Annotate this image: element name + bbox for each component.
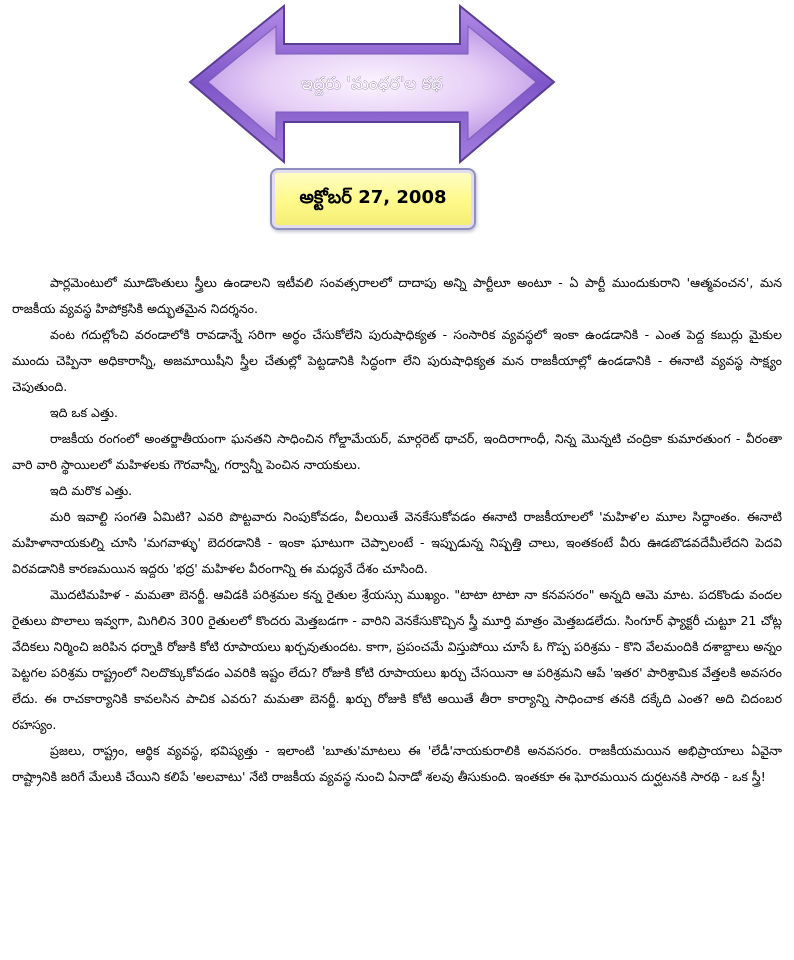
article-paragraph: వంట గదుల్లోంచి వరండాలోకి రావడాన్నే సరిగా అర్థం చేసుకోలేని పురుషాధిక్యత - సంసారిక వ్యవస్థలో ఇంకా ఉండడానికి - ఎంత పెద్ద కబుర్లు మైకుల ముందు చెప్పినా అధికారాన్నీ, అజమాయిషీని స్త్రీల చేతుల్లో పెట్టడానికి సిద్ధంగా లేని పురుషాధిక్యత మన రాజకీయాల్లో ఉండడానికి - ఈనాటి వ్యవస్థ సాక్ష్యం చెపుతుంది. xyxy=(12,327,782,394)
post-date: అక్టోబర్ 27, 2008 xyxy=(299,186,447,208)
page-title: ఇద్దరు 'మంధర'ల కథ xyxy=(301,74,443,94)
article-paragraph: మొదటిమహిళ - మమతా బెనర్జీ. ఆవిడకి పరిశ్రమల కన్న రైతుల శ్రేయస్సు ముఖ్యం. "టాటా టాటా నా కనవసరం" అన్నది ఆమె మాట. పదకొండు వందల రైతులు పొలాలు ఇవ్వగా, మిగిలిన 300 రైతులలో కొందరు మెత్తబడగా - వారిని వెనకేసుకొచ్చిన స్త్రీ మూర్తి మాత్రం మెత్తబడలేదు. సింగూర్ ఫ్యాక్టరీ చుట్టూ 21 చోట్ల వేదికలు నిర్మించి జరిపిన ధర్నాకి రోజుకి కోటి రూపాయలు ఖర్చవుతుందట. కాగా, ప్రపంచమే విస్తుపోయి చూసే ఓ గొప్ప పరిశ్రమ - కొని వేలమందికి దశాబ్దాలు అన్నం పెట్టగల పరిశ్రమ రాష్ట్రంలో నిలదొక్కుకోవడం ఎవరికి ఇష్టం లేదు? రోజుకి కోటి రూపాయలు ఖర్చు చేసయినా ఆ పరిశ్రమని ఆపే 'ఇతర' పారిశ్రామిక వేత్తలకి అవసరం లేదు. ఈ రాచకార్యానికి కావలసిన పాచిక ఎవరు? మమతా బెనర్జీ. ఖర్చు రోజుకి కోటి అయితే తీరా కార్యాన్ని సాధించాక తనకి దక్కేది ఎంత? అది చిదంబర రహస్యం. xyxy=(12,587,782,732)
article-paragraph: ఇది మరొక ఎత్తు. xyxy=(50,483,133,498)
article-paragraph: రాజకీయ రంగంలో అంతర్జాతీయంగా ఘనతని సాధించిన గోల్డామేయర్, మార్గరెట్ థాచర్, ఇందిరాగాంధీ, నిన్న మొన్నటి చంద్రికా కుమారతుంగ - వీరంతా వారి వారి స్థాయిలలో మహిళలకు గౌరవాన్నీ, గర్వాన్నీ పెంచిన నాయకులు. xyxy=(12,431,782,472)
article-paragraph: ప్రజలు, రాష్ట్రం, ఆర్థిక వ్యవస్థ, భవిష్యత్తు - ఇలాంటి 'బూతు'మాటలు ఈ 'లేడీ'నాయకురాలికి అనవసరం. రాజకీయమయిన అభిప్రాయాలు ఏవైనా రాష్ట్రానికి జరిగే మేలుకి చేయిని కలిపే 'అలవాటు' నేటి రాజకీయ వ్యవస్థ నుంచి ఏనాడో శలవు తీసుకుంది. ఇంతకూ ఈ ఘోరమయిన దుర్ఘటనకి సారథి - ఒక స్త్రీ! xyxy=(12,743,782,784)
date-box xyxy=(270,168,476,230)
article-body xyxy=(12,270,782,790)
title-double-arrow xyxy=(186,4,558,164)
article-paragraph: మరి ఇవాల్టి సంగతి ఏమిటి? ఎవరి పొట్టవారు నింపుకోవడం, వీలయితే వెనకేసుకోవడం ఈనాటి రాజకీయాలలో 'మహిళ'ల మూల సిద్ధాంతం. ఈనాటి మహిళానాయకుల్ని చూసి 'మగవాళ్ళు' బెదరడానికి - ఇంకా ఘాటుగా చెప్పాలంటే - ఇప్పుడున్న నిష్పత్తి చాలు, ఇంతకంటే వీరు ఊడబొడవదేమీలేదని పెదవి విరవడానికి కారణమయిన ఇద్దరు 'భద్ర' మహిళల వీరంగాన్ని ఈ మధ్యనే దేశం చూసింది. xyxy=(12,509,782,576)
article-paragraph: పార్లమెంటులో మూడొంతులు స్త్రీలు ఉండాలని ఇటీవలి సంవత్సరాలలో దాదాపు అన్ని పార్టీలూ అంటూ - ఏ పార్టీ ముందుకురాని 'ఆత్మవంచన', మన రాజకీయ వ్యవస్థ హిపోక్రసికి అద్భుతమైన నిదర్శనం. xyxy=(12,275,782,316)
article-paragraph: ఇది ఒక ఎత్తు. xyxy=(50,405,118,420)
